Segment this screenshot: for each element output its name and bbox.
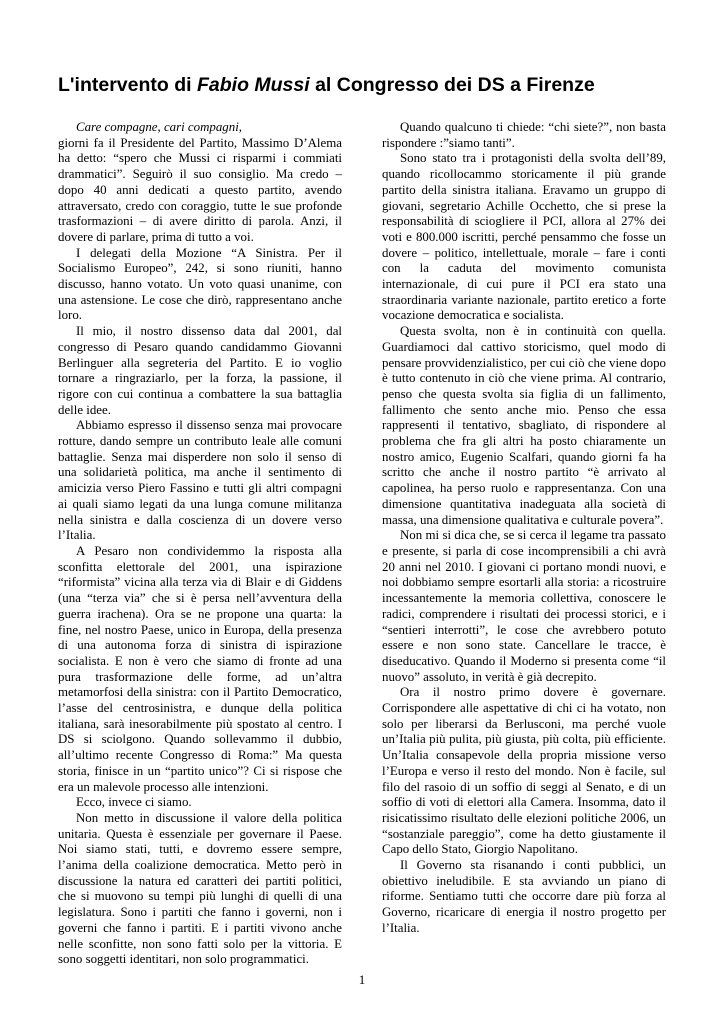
paragraph: Ora il nostro primo dovere è governare. Corrispondere alle aspettative di chi ci ha votato, non solo per liberarsi da Berlusconi, ma perché vuole un’Italia più pulita, più giusta, più colta, più efficiente. Un’Italia consapevole della propria missione verso l’Europa e verso il resto del mondo. Non è facile, sul filo del rasoio di un soffio di seggi al Senato, e di un soffio di voti di elettori alla Camera. Insomma, dato il risicatissimo risultato delle elezioni politiche 2006, un “sostanziale pareggio”, come ha detto giustamente il Capo dello Stato, Giorgio Napolitano. <box>382 685 666 857</box>
paragraph: A Pesaro non condividemmo la risposta alla sconfitta elettorale del 2001, una ispirazione “riformista” vicina alla terza via di Blair e di Giddens (una “terza via” che si è persa nell’avventura della guerra irachena). Ora se ne propone una quarta: la fine, nel nostro Paese, unico in Europa, della presenza di una autonoma forza di sinistra di ispirazione socialista. E non è vero che siamo di fronte ad una pura trasformazione delle forme, ad un’altra metamorfosi della sinistra: con il Partito Democratico, l’asse del centrosinistra, e dunque della politica italiana, sarà inesorabilmente più spostato al centro. I DS si sciolgono. Quando sollevammo il dubbio, all’ultimo recente Congresso di Roma:” Ma questa storia, finisce in un “partito unico”? Ci si rispose che era un malevole processo alle intenzioni. <box>58 543 342 794</box>
title-speaker-name: Fabio Mussi <box>196 74 310 96</box>
paragraph: Abbiamo espresso il dissenso senza mai provocare rotture, dando sempre un contributo leale alle comuni battaglie. Senza mai disperdere non solo il senso di una solidarietà politica, ma anche il sentimento di amicizia verso Piero Fassino e tutti gli altri compagni ai quali siamo legati da una lunga comune militanza nella sinistra e dalla coscienza di un dovere verso l’Italia. <box>58 418 342 543</box>
right-text-column <box>382 120 666 937</box>
paragraph: Sono stato tra i protagonisti della svolta dell’89, quando ricollocammo storicamente il più grande partito della sinistra italiana. Eravamo un gruppo di giovani, segretario Achille Occhetto, che si prese la responsabilità di sciogliere il PCI, allora al 27% dei voti e 800.000 iscritti, perché pensammo che fosse un dovere – politico, intellettuale, morale – fare i conti con la caduta del movimento comunista internazionale, di cui pure il PCI era stato una straordinaria variante nazionale, partito eretico a forte vocazione democratica e socialista. <box>382 151 666 323</box>
title-prefix: L'intervento di <box>58 74 197 96</box>
greeting: Care compagne, cari compagni, <box>76 120 242 134</box>
paragraph: Il mio, il nostro dissenso data dal 2001, dal congresso di Pesaro quando candidammo Giovanni Berlinguer alla segreteria del Partito. E io voglio tornare a ringraziarlo, per la forza, la passione, il rigore con cui continua a combattere la sua battaglia delle idee. <box>58 324 342 417</box>
paragraph: Questa svolta, non è in continuità con quella. Guardiamoci dal cattivo storicismo, quel modo di pensare provvidenzialistico, per cui ciò che viene dopo è tutto contenuto in ciò che viene prima. Al contrario, penso che questa svolta sia figlia di un fallimento, fallimento che sento anche mio. Penso che essa rappresenti il tentativo, sbagliato, di rispondere al problema che fra gli altri ha posto chiaramente un nostro amico, Eugenio Scalfari, quando giorni fa ha scritto che anche il nostro partito “è arrivato al capolinea, ha perso ruolo e rappresentanza. Con una dimensione quantitativa inadeguata alla società di massa, una dimensione qualitativa e culturale povera”. <box>382 324 666 527</box>
page-number: 1 <box>358 972 366 987</box>
page-title <box>58 74 678 97</box>
title-suffix: al Congresso dei DS a Firenze <box>309 74 595 96</box>
paragraph: Non mi si dica che, se si cerca il legame tra passato e presente, si parla di cose incomprensibili a chi avrà 20 anni nel 2010. I giovani ci portano mondi nuovi, e noi dobbiamo sempre esortarli alla storia: a ricostruire incessantemente la memoria collettiva, conoscere le radici, comprendere i risultati dei processi storici, e i “sentieri interrotti”, le cose che avrebbero potuto essere e non sono state. Cancellare le tracce, è diseducativo. Quando il Moderno si presenta come “il nuovo” assoluto, in verità è già decrepito. <box>382 528 666 684</box>
paragraph: I delegati della Mozione “A Sinistra. Per il Socialismo Europeo”, 242, si sono riuniti, hanno discusso, hanno votato. Un voto quasi unanime, con una astensione. Le cose che dirò, rappresentano anche loro. <box>58 245 342 323</box>
paragraph: Il Governo sta risanando i conti pubblici, un obiettivo ineludibile. E sta avviando un piano di riforme. Sentiamo tutti che occorre dare più forza al Governo, ricaricare di energia il nostro progetto per l’Italia. <box>382 858 666 935</box>
left-text-column <box>58 120 342 968</box>
paragraph: giorni fa il Presidente del Partito, Massimo D’Alema ha detto: “spero che Mussi ci risparmi i commiati drammatici”. Seguirò il suo consiglio. Ma credo – dopo 40 anni dedicati a questo partito, avendo attraversato, credo con coraggio, tutte le sue profonde trasformazioni – di avere diritto di parola. Anzi, il dovere di parlare, prima di tutto a voi. <box>58 135 342 244</box>
paragraph: Non metto in discussione il valore della politica unitaria. Questa è essenziale per governare il Paese. Noi siamo stati, tutti, e dovremo essere sempre, l’anima della coalizione democratica. Metto però in discussione la natura ed caratteri dei partiti politici, che si muovono su tempi più lunghi di quelli di una legislatura. Sono i partiti che fanno i governi, non i governi che fanno i partiti. E i partiti vivono anche nelle sconfitte, non sono fatti solo per la vittoria. E sono soggetti identitari, non solo programmatici. <box>58 810 342 967</box>
paragraph: Quando qualcuno ti chiede: “chi siete?”, non basta rispondere :”siamo tanti”. <box>382 120 666 150</box>
paragraph: Ecco, invece ci siamo. <box>76 795 192 810</box>
